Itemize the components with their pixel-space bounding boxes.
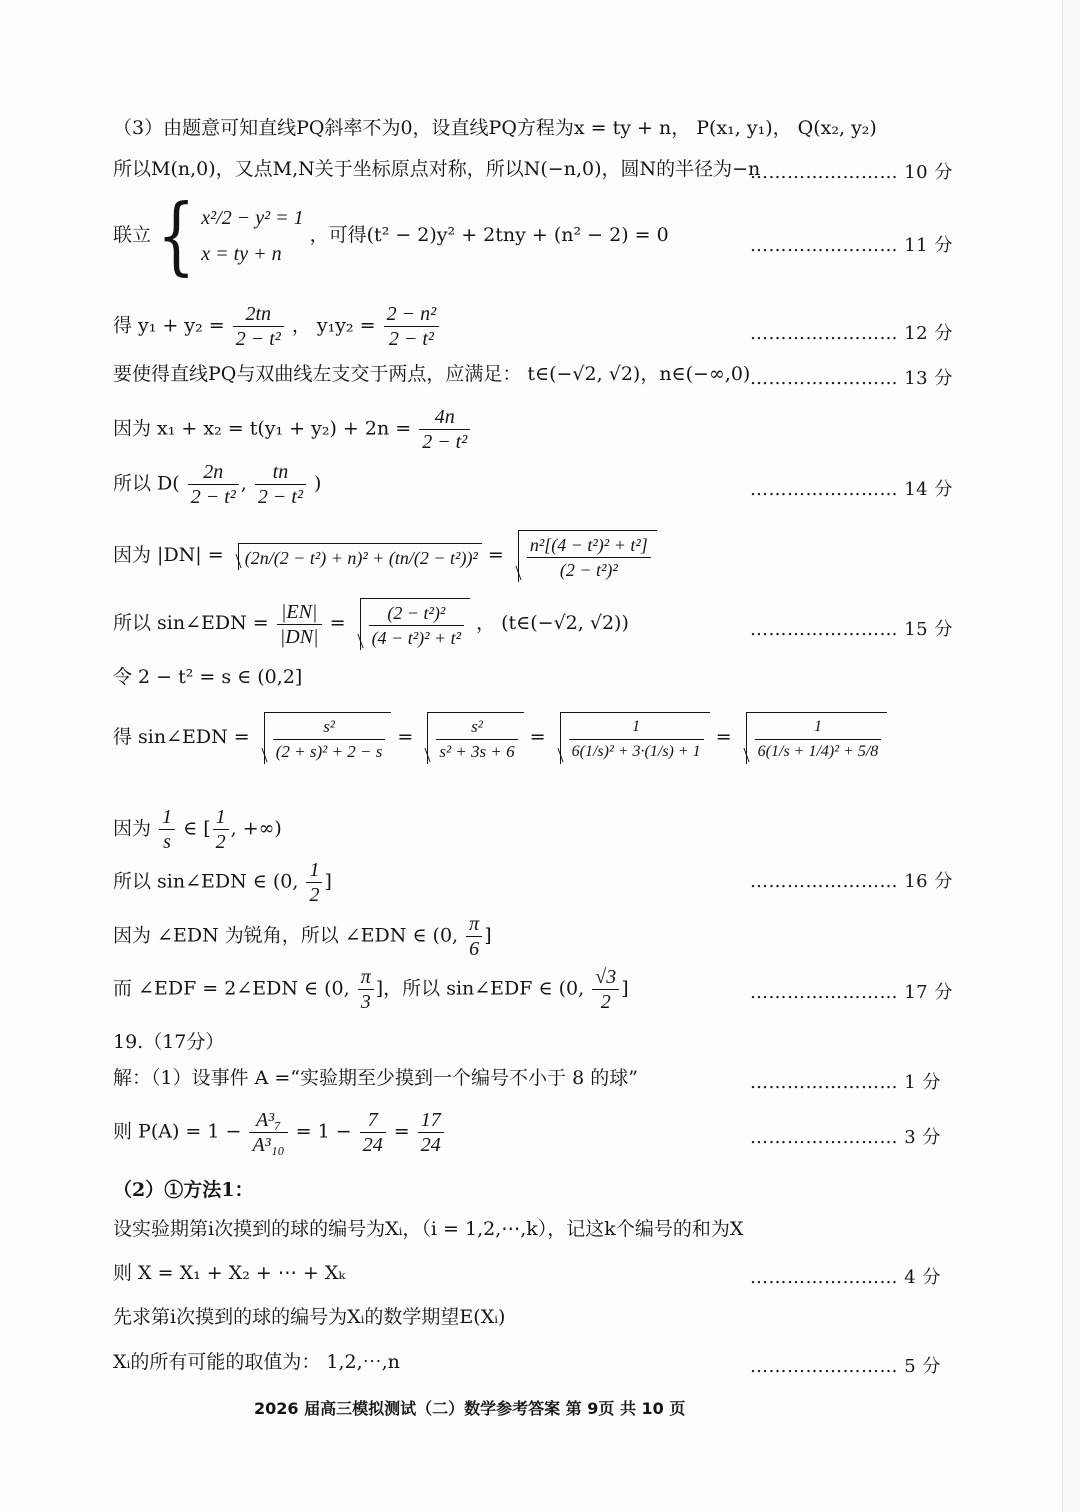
points-15: …………………… 15 分: [750, 619, 953, 640]
line-substitution: 令 2 − t² = s ∈ (0,2]: [113, 666, 303, 688]
fraction-product: $\frac{\text{2 − n²}}{\text{2 − t²}}$: [384, 302, 440, 351]
fraction-pi-3: $\frac{\pi}{3}$: [358, 965, 374, 1014]
line-point-n: 所以M(n,0)，又点M,N关于坐标原点对称，所以N(−n,0)，圆N的半径为−n: [113, 158, 761, 180]
system-eq-2: x = ty + n: [201, 243, 282, 265]
points-16: …………………… 16 分: [750, 871, 953, 892]
line-x-sum: 因为 x₁ + x₂ = t(y₁ + y₂) + 2n = $\frac{4n}{\text{2 − t²}}$: [113, 405, 472, 454]
points-13: …………………… 13 分: [750, 368, 953, 389]
line-vieta: [113, 302, 441, 351]
fraction-half-2: $\frac{1}{2}$: [306, 858, 322, 907]
points-12: …………………… 12 分: [750, 323, 953, 344]
fraction-7-24: $\frac{7}{24}$: [360, 1108, 386, 1157]
line-probability: 则 P(A) = 1 − $\frac{\text{A³₇}}{\text{A³₁₀}}$ = 1 − $\frac{7}{24}$ = $\frac{17}{24}$: [113, 1108, 446, 1157]
points-4: …………………… 4 分: [750, 1267, 941, 1288]
equation-system: [201, 200, 303, 272]
fraction-en-dn: $\frac{|EN|}{|DN|}$: [277, 600, 322, 649]
fraction-pi-6: $\frac{\pi}{6}$: [466, 912, 482, 961]
quadratic-result: ，可得(t² − 2)y² + 2tny + (n² − 2) = 0: [309, 224, 669, 246]
label-product: ， y₁y₂ =: [291, 314, 382, 337]
q19-heading: 19.（17分）: [113, 1031, 225, 1053]
line-system: [113, 187, 669, 285]
system-eq-1: x²/2 − y² = 1: [201, 207, 304, 229]
fraction-inv-s: $\frac{1}{s}$: [159, 805, 175, 854]
label-sum: 得 y₁ + y₂ =: [113, 314, 231, 337]
sqrt-step-2: $\frac{\text{s²}}{\text{s² + 3s + 6}}$: [427, 712, 523, 764]
points-14: …………………… 14 分: [750, 479, 953, 500]
fraction-17-24: $\frac{17}{24}$: [418, 1108, 444, 1157]
sqrt-step-3: $\frac{1}{\text{6(1/s)² + 3·(1/s) + 1}}$: [560, 712, 710, 764]
line-sin-edn: 所以 sin∠EDN = $\frac{|EN|}{|DN|}$ = $\frac{\text{(2 − t²)²}}{\text{(4 − t²)² + t²}}$ ， (t∈(−√2, √2)): [113, 598, 629, 650]
points-17: …………………… 17 分: [750, 982, 953, 1003]
line-expectation: 先求第i次摸到的球的编号为Xᵢ的数学期望E(Xᵢ): [113, 1306, 506, 1328]
fraction-half: $\frac{1}{2}$: [213, 805, 229, 854]
line-dn-length: 因为 |DN| = (2n/(2 − t²) + n)² + (tn/(2 − t²))² = $\frac{\text{n²[(4 − t²)² + t²]}}{\text{(2 − t²)²}}$: [113, 530, 657, 582]
line-inverse-range: 因为 $\frac{1}{s}$ ∈ [ $\frac{1}{2}$ , +∞): [113, 806, 282, 853]
points-10: …………………… 10 分: [750, 162, 953, 183]
fraction-sum: $\frac{2tn}{\text{2 − t²}}$: [233, 302, 284, 351]
sqrt-dn-1: (2n/(2 − t²) + n)² + (tn/(2 − t²))²: [238, 543, 482, 570]
line-condition: 要使得直线PQ与双曲线左支交于两点，应满足： t∈(−√2, √2)，n∈(−∞,0): [113, 363, 751, 385]
line-part3-intro: （3）由题意可知直线PQ斜率不为0，设直线PQ方程为x = ty + n， P(x₁, y₁)， Q(x₂, y₂): [113, 117, 877, 139]
line-sin-expansion: 得 sin∠EDN = $\frac{\text{s²}}{\text{(2 + s)² + 2 − s}}$ = $\frac{\text{s²}}{\text{s² + 3s + 6}}$ = $\frac{1}{\text{6(1/s)² + 3·(1/s) + 1}}$ = $\frac{1}{\text{6(1/s + 1/4)² + 5/8}}$: [113, 712, 887, 764]
line-sin-range: 所以 sin∠EDN ∈ (0, $\frac{1}{2}$ ]: [113, 859, 332, 906]
line-sum-x: 则 X = X₁ + X₂ + ⋯ + Xₖ: [113, 1262, 346, 1284]
points-3: …………………… 3 分: [750, 1127, 941, 1148]
line-event-a: 解：（1）设事件 A =“实验期至少摸到一个编号不小于 8 的球”: [113, 1067, 638, 1089]
fraction-x-sum: $\frac{4n}{\text{2 − t²}}$: [419, 405, 470, 454]
sqrt-dn-2: $\frac{\text{n²[(4 − t²)² + t²]}}{\text{(2 − t²)²}}$: [518, 530, 657, 582]
points-5: …………………… 5 分: [750, 1356, 941, 1377]
label-combine: 联立: [113, 224, 152, 246]
fraction-sqrt3-2: $\frac{√3}{2}$: [592, 965, 619, 1014]
line-edf: 而 ∠EDF = 2∠EDN ∈ (0, $\frac{\pi}{3}$ ]，所以 sin∠EDF ∈ (0, $\frac{√3}{2}$ ]: [113, 966, 629, 1013]
points-1: …………………… 1 分: [750, 1072, 941, 1093]
system-brace: {: [157, 187, 196, 285]
line-values: Xᵢ的所有可能的取值为： 1,2,⋯,n: [113, 1351, 400, 1373]
fraction-dy: $\frac{tn}{\text{2 − t²}}$: [255, 460, 306, 509]
method-1-heading: （2）①方法1：: [113, 1179, 254, 1201]
points-11: …………………… 11 分: [750, 235, 953, 256]
line-define-xi: 设实验期第i次摸到的球的编号为Xᵢ，（i = 1,2,⋯,k），记这k个编号的和为X: [113, 1218, 744, 1240]
line-point-d: 所以 D( $\frac{2n}{\text{2 − t²}}$ , $\frac{tn}{\text{2 − t²}}$ ): [113, 461, 322, 508]
page-footer: 2026 届高三模拟测试（二）数学参考答案 第 9页 共 10 页: [254, 1399, 686, 1418]
fraction-arrangement: $\frac{\text{A³₇}}{\text{A³₁₀}}$: [249, 1108, 287, 1157]
sqrt-step-1: $\frac{\text{s²}}{\text{(2 + s)² + 2 − s}}$: [264, 712, 392, 764]
sqrt-sin: $\frac{\text{(2 − t²)²}}{\text{(4 − t²)² + t²}}$: [360, 598, 470, 650]
fraction-dx: $\frac{2n}{\text{2 − t²}}$: [188, 460, 239, 509]
line-acute-angle: 因为 ∠EDN 为锐角，所以 ∠EDN ∈ (0, $\frac{\pi}{6}$ ]: [113, 913, 492, 960]
sqrt-step-4: $\frac{1}{\text{6(1/s + 1/4)² + 5/8}}$: [746, 712, 888, 764]
